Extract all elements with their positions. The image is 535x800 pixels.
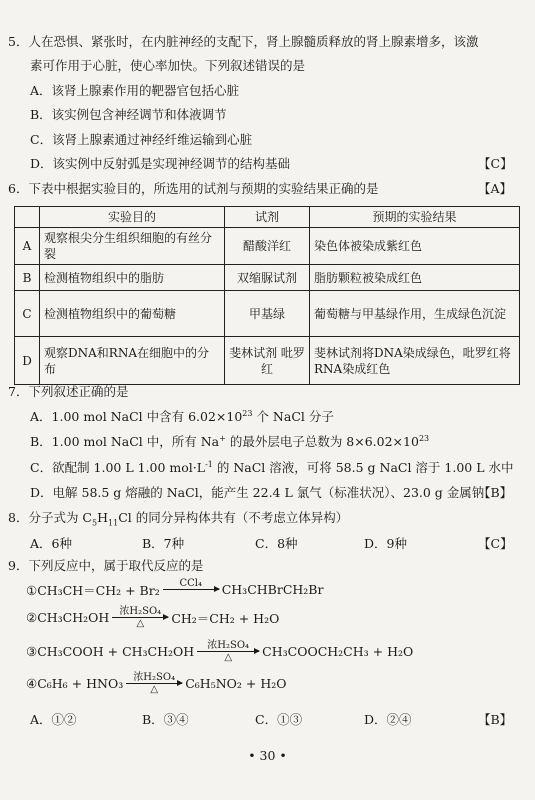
q9-option-b: B．③④: [142, 712, 189, 727]
q7-option-c: C．欲配制 1.00 L 1.00 $mol\cdot L^{-1}$ 的 NaCl 溶液，可将 58.5 g NaCl 溶于 1.00 L 水中: [30, 459, 514, 475]
q8-option-c: C．8种: [255, 536, 298, 551]
row-reagent: 醋酸洋红: [225, 228, 310, 265]
q6-answer: 【A】: [478, 181, 513, 196]
row-result: 葡萄糖与甲基绿作用，生成绿色沉淀: [310, 291, 520, 337]
row-label: B: [15, 265, 40, 291]
row-reagent: 斐林试剂 吡罗红: [225, 337, 310, 385]
reaction-3: ③CH₃COOH + CH₃CH₂OH 浓H₂SO₄ △ CH₃COOCH₂CH₃ + H₂O: [26, 640, 414, 663]
q7-answer: 【B】: [478, 485, 513, 500]
q8-option-d: D．9种: [364, 536, 407, 551]
row-result: 染色体被染成紫红色: [310, 228, 520, 265]
q5-option-c: C．该肾上腺素通过神经纤维运输到心脏: [30, 132, 253, 147]
reaction-4: ④C₆H₆ + HNO₃ 浓H₂SO₄ △ C₆H₅NO₂ + H₂O: [26, 672, 287, 695]
q9-stem: 9．下列反应中，属于取代反应的是: [8, 558, 204, 573]
q5-option-a: A．该肾上腺素作用的靶器官包括心脏: [30, 83, 240, 98]
row-label: A: [15, 228, 40, 265]
q5-option-d: D．该实例中反射弧是实现神经调节的结构基础: [30, 156, 291, 171]
table-header-cell: 实验目的: [40, 207, 225, 228]
table-row: [15, 228, 520, 265]
table-header-cell: 预期的实验结果: [310, 207, 520, 228]
q5-stem-line2: 素可作用于心脏，使心率加快。下列叙述错误的是: [30, 58, 306, 73]
reaction-1: ①CH₃CH＝CH₂ + Br₂ CCl₄ CH₃CHBrCH₂Br: [26, 578, 324, 598]
table-header-row: [15, 207, 520, 228]
row-goal: 观察根尖分生组织细胞的有丝分裂: [40, 228, 225, 265]
q6-stem: 6．下表中根据实验目的，所选用的试剂与预期的实验结果正确的是: [8, 181, 379, 196]
q5-answer: 【C】: [478, 156, 513, 171]
q8-stem: 8．分子式为 $C_5H_{11}Cl$ 的同分异构体共有（不考虑立体异构）: [8, 510, 349, 528]
table-row: [15, 337, 520, 385]
q7-option-a: A．1.00 mol NaCl 中含有 $6.02\times 10^{23}$ 个 NaCl 分子: [30, 408, 334, 424]
q7-option-d: D．电解 58.5 g 熔融的 NaCl，能产生 22.4 L 氯气（标准状况）、23.0 g 金属钠: [30, 485, 485, 500]
table-row: [15, 265, 520, 291]
row-result: 脂肪颗粒被染成红色: [310, 265, 520, 291]
table-header-cell: 试剂: [225, 207, 310, 228]
q7-option-b: B．1.00 mol NaCl 中，所有 Na+ 的最外层电子总数为 $8\times 6.02\times 10^{23}$: [30, 433, 430, 449]
q9-option-d: D．②④: [364, 712, 412, 727]
row-reagent: 双缩脲试剂: [225, 265, 310, 291]
q8-option-b: B．7种: [142, 536, 185, 551]
q7-stem: 7．下列叙述正确的是: [8, 384, 129, 399]
row-goal: 观察DNA和RNA在细胞中的分布: [40, 337, 225, 385]
q8-option-a: A．6种: [30, 536, 72, 551]
row-goal: 检测植物组织中的葡萄糖: [40, 291, 225, 337]
page-number: • 30 •: [248, 748, 287, 763]
experiment-table: [14, 206, 520, 385]
table-header-cell: [15, 207, 40, 228]
row-goal: 检测植物组织中的脂肪: [40, 265, 225, 291]
q5-stem-line1: 5．人在恐惧、紧张时，在内脏神经的支配下，肾上腺髓质释放的肾上腺素增多，该激: [8, 34, 479, 49]
row-label: C: [15, 291, 40, 337]
row-result: 斐林试剂将DNA染成绿色，吡罗红将RNA染成红色: [310, 337, 520, 385]
reaction-2: ②CH₃CH₂OH 浓H₂SO₄ △ CH₂＝CH₂ + H₂O: [26, 606, 280, 629]
q9-option-a: A．①②: [30, 712, 77, 727]
table-row: [15, 291, 520, 337]
row-reagent: 甲基绿: [225, 291, 310, 337]
q8-answer: 【C】: [478, 536, 513, 551]
q9-option-c: C．①③: [255, 712, 303, 727]
q5-option-b: B．该实例包含神经调节和体液调节: [30, 107, 227, 122]
q9-answer: 【B】: [478, 712, 513, 727]
row-label: D: [15, 337, 40, 385]
